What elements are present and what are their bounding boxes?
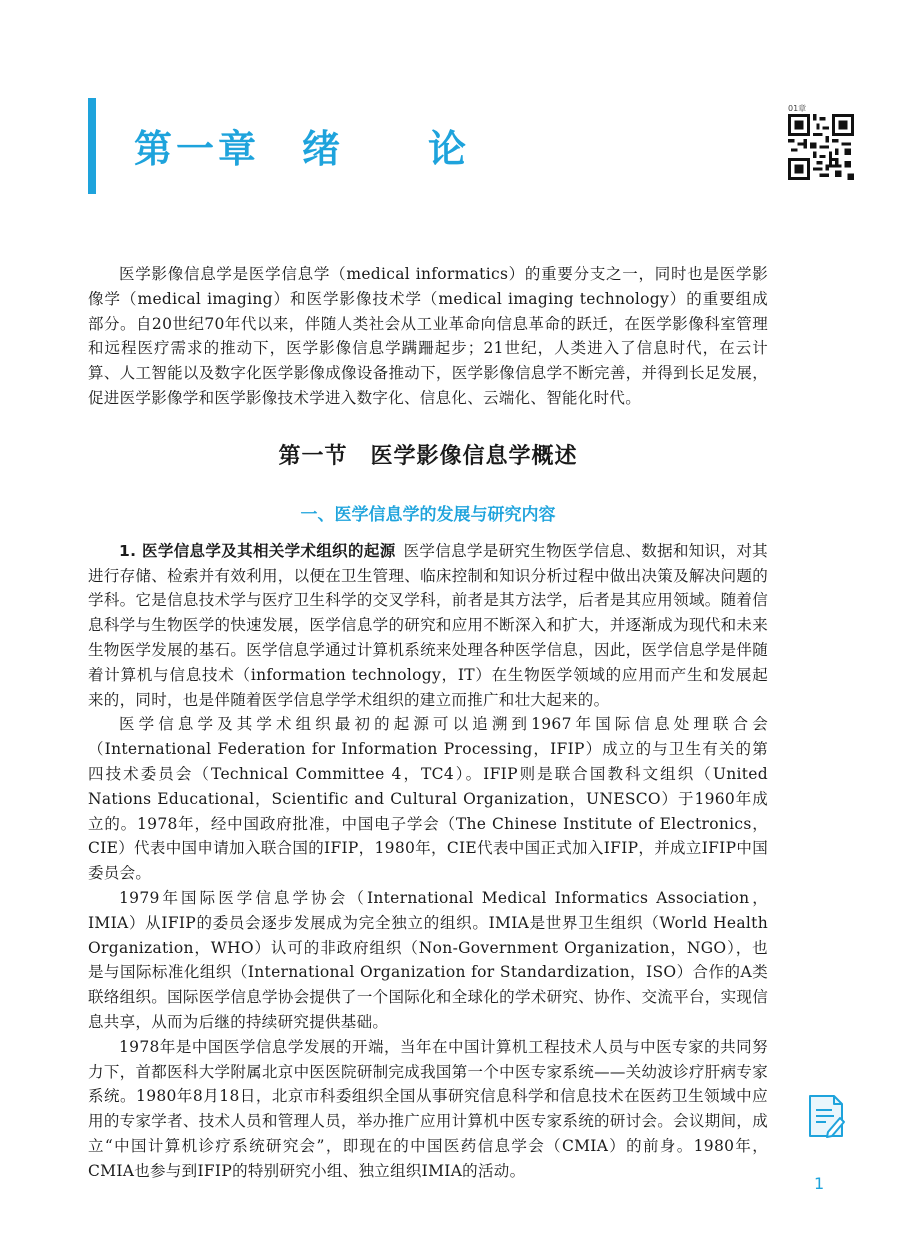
page-content xyxy=(88,262,768,1184)
chapter-title: 第一章 绪 论 xyxy=(134,127,471,171)
section-title: 第一节 医学影像信息学概述 xyxy=(278,443,578,469)
note-document-icon[interactable] xyxy=(804,1092,848,1140)
page-number: 1 xyxy=(814,1174,825,1193)
body-paragraph-3: 1979年国际医学信息学协会（International Medical Informatics Association，IMIA）从IFIP的委员会逐步发展成为完全独立的组织。IMIA是世界卫生组织（World Health Organization，WHO）认可的非政府组织（Non-Government Organization，NGO），也是与国际标准化组织（International Organization for Standardization，ISO）合作的A类联络组织。国际医学信息学协会提供了一个国际化和全球化的学术研究、协作、交流平台，实现信息共享，从而为后继的持续研究提供基础。 xyxy=(88,888,768,1031)
paragraph-1-body: 医学信息学是研究生物医学信息、数据和知识，对其进行存储、检索并有效利用，以便在卫生管理、临床控制和知识分析过程中做出决策及解决问题的学科。它是信息技术学与医疗卫生科学的交叉学科，前者是其方法学，后者是其应用领域。随着信息科学与生物医学的快速发展，医学信息学的研究和应用不断深入和扩大，并逐渐成为现代和未来生物医学发展的基石。医学信息学通过计算机系统来处理各种医学信息，因此，医学信息学是伴随着计算机与信息技术（information technology，IT）在生物医学领域的应用而产生和发展起来的，同时，也是伴随着医学信息学学术组织的建立而推广和壮大起来的。 xyxy=(88,541,768,709)
intro-paragraph: 医学影像信息学是医学信息学（medical informatics）的重要分支之一，同时也是医学影像学（medical imaging）和医学影像技术学（medical imaging technology）的重要组成部分。自20世纪70年代以来，伴随人类社会从工业革命向信息革命的跃迁，在医学影像科室管理和远程医疗需求的推动下，医学影像信息学蹒跚起步；21世纪，人类进入了信息时代，在云计算、人工智能以及数字化医学影像成像设备推动下，医学影像信息学不断完善，并得到长足发展，促进医学影像学和医学影像技术学进入数字化、信息化、云端化、智能化时代。 xyxy=(88,265,768,407)
paragraph-lead-heading: 1. 医学信息学及其相关学术组织的起源 xyxy=(119,541,396,560)
body-paragraph-2: 医学信息学及其学术组织最初的起源可以追溯到1967年国际信息处理联合会（International Federation for Information Processing，IFIP）成立的与卫生有关的第四技术委员会（Technical Committee 4，TC4）。IFIP则是联合国教科文组织（United Nations Educational，Scientific and Cultural Organization，UNESCO）于1960年成立的。1978年，经中国政府批准，中国电子学会（The Chinese Institute of Electronics，CIE）代表中国申请加入联合国的IFIP，1980年，CIE代表中国正式加入IFIP，并成立IFIP中国委员会。 xyxy=(88,715,768,883)
qr-code-icon[interactable] xyxy=(788,114,854,180)
qr-tag: 01章 xyxy=(788,104,807,113)
body-paragraph-4: 1978年是中国医学信息学发展的开端，当年在中国计算机工程技术人员与中医专家的共同努力下，首都医科大学附属北京中医医院研制完成我国第一个中医专家系统——关幼波诊疗肝病专家系统。1980年8月18日，北京市科委组织全国从事研究信息科学和信息技术在医药卫生领域中应用的专家学者、技术人员和管理人员，举办推广应用计算机中医专家系统的研讨会。会议期间，成立“中国计算机诊疗系统研究会”，即现在的中国医药信息学会（CMIA）的前身。1980年，CMIA也参与到IFIP的特别研究小组、独立组织IMIA的活动。 xyxy=(88,1037,768,1180)
chapter-accent-bar xyxy=(88,98,96,194)
subsection-title: 一、医学信息学的发展与研究内容 xyxy=(300,504,556,525)
body-paragraph-1 xyxy=(88,539,768,713)
